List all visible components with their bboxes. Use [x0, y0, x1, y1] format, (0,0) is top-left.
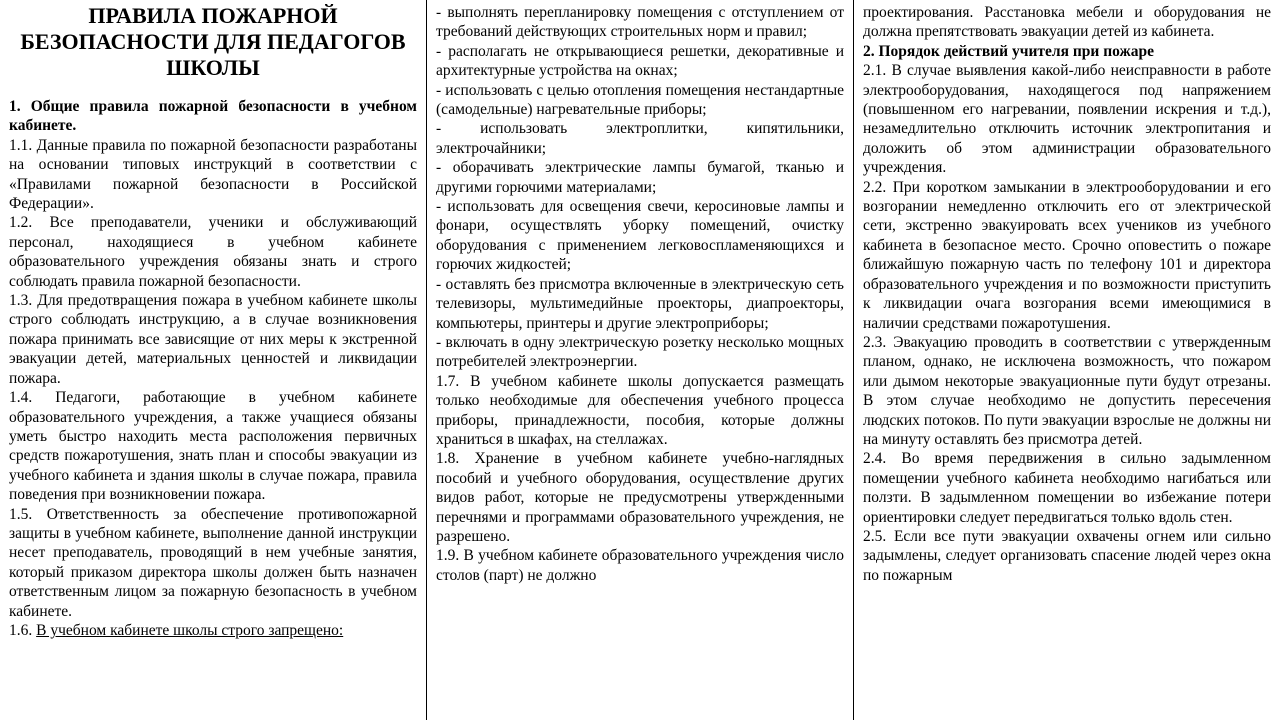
paragraph-1-3: 1.3. Для предотвращения пожара в учебном кабинете школы строго соблюдать инструкцию, а в случае возникновения пожара принимать все зависящие от них меры к экстренной эвакуации детей, материальных ценностей и ликвидации пожара. [9, 292, 417, 387]
paragraph-2-5: 2.5. Если все пути эвакуации охвачены огнем или сильно задымлены, следует организовать спасение людей через окна по пожарным [863, 527, 1271, 584]
column-3 [854, 0, 1280, 720]
paragraph-2-1: 2.1. В случае выявления какой-либо неисправности в работе электрооборудования, находящегося под напряжением (повышенном его нагревании, появлении искрения и т.д.), незамедлительно отключить источник электропитания и доложить об этом администрации образовательного учреждения. [863, 62, 1271, 177]
paragraph-2-2: 2.2. При коротком замыкании в электрооборудовании и его возгорании немедленно отключить его от электрической сети, экстренно эвакуировать всех учеников из учебного кабинета в безопасное место. Срочно оповестить о пожаре ближайшую пожарную часть по телефону 101 и директора образовательного учреждения и по возможности приступить к ликвидации очага возгорания всеми имеющимися в наличии средствами пожаротушения. [863, 178, 1271, 332]
paragraph-1-6-number: 1.6. [9, 621, 37, 639]
paragraph-1-1: 1.1. Данные правила по пожарной безопасности разработаны на основании типовых инструкций в соответствии с «Правилами пожарной безопасности в Российской Федерации». [9, 136, 417, 213]
prohibited-list-item: - выполнять перепланировку помещения с отступлением от требований действующих строительных норм и правил; [436, 4, 844, 41]
paragraph-1-8: 1.8. Хранение в учебном кабинете учебно-наглядных пособий и учебного оборудования, осуществление других видов работ, которые не предусмотрены утвержденными перечнями и программами образовательного учреждения, не разрешено. [436, 450, 844, 545]
section-2-heading: 2. Порядок действий учителя при пожаре [863, 42, 1154, 60]
paragraph-1-4: 1.4. Педагоги, работающие в учебном кабинете образовательного учреждения, а также учащиеся обязаны уметь быстро находить места расположения первичных средств пожаротушения, знать план и способы эвакуации из учебного кабинета и здания школы в случае пожара, правила поведения при возникновении пожара. [9, 389, 417, 504]
prohibited-list-item: - использовать с целью отопления помещения нестандартные (самодельные) нагревательные приборы; [436, 81, 844, 119]
paragraph-1-9: 1.9. В учебном кабинете образовательного учреждения число столов (парт) не должно [436, 547, 844, 584]
paragraph-1-6 [9, 621, 417, 640]
paragraph-2-3: 2.3. Эвакуацию проводить в соответствии с утвержденным планом, однако, не исключена возможность, что пожаром или дымом некоторые эвакуационные пути будут отрезаны. В этом случае необходимо не допустить пересечения людских потоков. По пути эвакуации взрослые не должны ни на минуту оставлять без присмотра детей. [863, 333, 1271, 448]
paragraph-1-5: 1.5. Ответственность за обеспечение противопожарной защиты в учебном кабинете, выполнение данной инструкции несет преподаватель, проводящий в нем учебные занятия, который приказом директора школы должен быть назначен ответственным лицом за пожарную безопасность в учебном кабинете. [9, 505, 417, 620]
paragraph-1-2: 1.2. Все преподаватели, ученики и обслуживающий персонал, находящиеся в учебном кабинете образовательного учреждения обязаны знать и строго соблюдать правила пожарной безопасности. [9, 214, 417, 290]
paragraph-1-6-underlined-text: В учебном кабинете школы строго запрещено: [36, 621, 344, 639]
column-2 [427, 0, 854, 720]
prohibited-list-item: - использовать для освещения свечи, керосиновые лампы и фонари, осуществлять уборку помещений, очистку оборудования с применением легковоспламеняющихся и горючих жидкостей; [436, 198, 844, 274]
prohibited-list-item: - оборачивать электрические лампы бумагой, тканью и другими горючими материалами; [436, 159, 844, 196]
prohibited-list-item: - оставлять без присмотра включенные в электрическую сеть телевизоры, мультимедийные проекторы, диапроекторы, компьютеры, принтеры и другие электроприборы; [436, 275, 844, 332]
paragraph-2-4: 2.4. Во время передвижения в сильно задымленном помещении учебного кабинета необходимо нагибаться или ползти. В задымленном помещении во избежание потери ориентировки следует передвигаться только вдоль стен. [863, 450, 1271, 526]
paragraph-1-9-continuation: проектирования. Расстановка мебели и оборудования не должна препятствовать эвакуации детей из кабинета. [863, 4, 1271, 41]
prohibited-list-item: - располагать не открывающиеся решетки, декоративные и архитектурные устройства на окнах; [436, 42, 844, 80]
prohibited-list-item: - включать в одну электрическую розетку несколько мощных потребителей электроэнергии. [436, 333, 844, 371]
column-1 [0, 0, 427, 720]
section-1-heading: 1. Общие правила пожарной безопасности в учебном кабинете. [9, 98, 417, 135]
prohibited-list-item: - использовать электроплитки, кипятильники, электрочайники; [436, 120, 844, 157]
document-title: ПРАВИЛА ПОЖАРНОЙ БЕЗОПАСНОСТИ ДЛЯ ПЕДАГОГОВ ШКОЛЫ [20, 3, 406, 80]
paragraph-1-7: 1.7. В учебном кабинете школы допускается размещать только необходимые для обеспечения учебного процесса приборы, принадлежности, пособия, которые должны храниться в шкафах, на стеллажах. [436, 372, 844, 448]
